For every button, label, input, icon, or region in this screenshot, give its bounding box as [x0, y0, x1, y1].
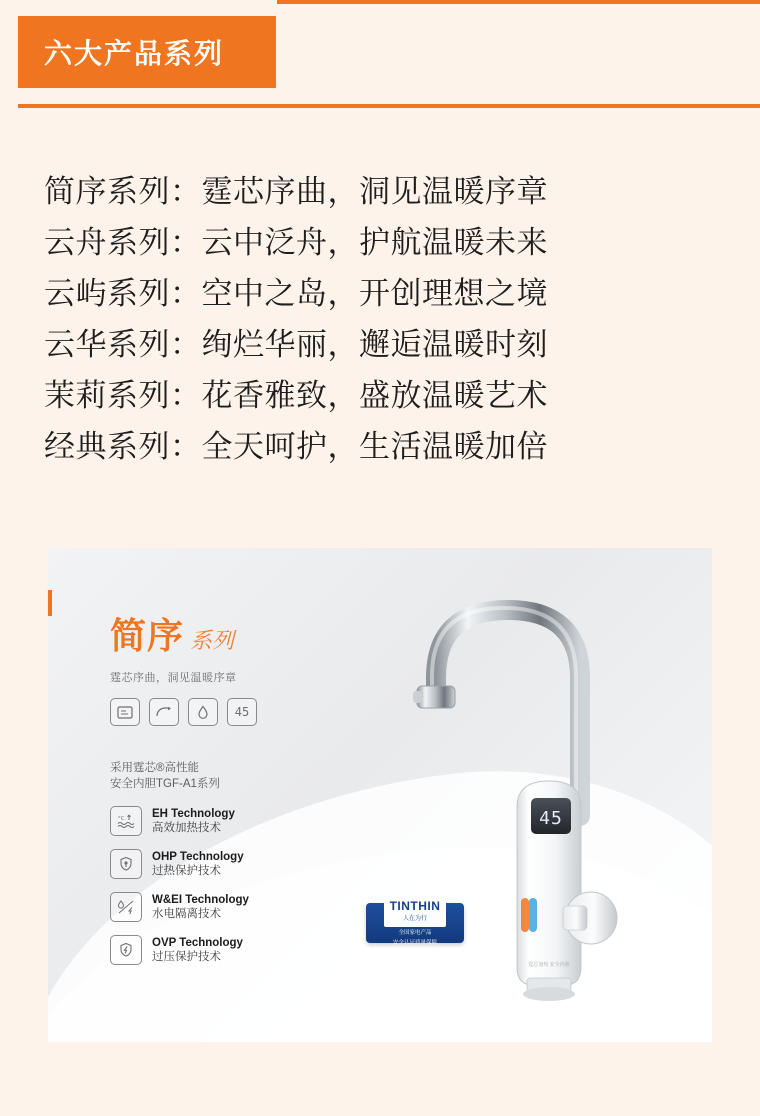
tech-text	[152, 850, 244, 879]
tech-item	[110, 849, 360, 879]
tech-name-en: W&EI Technology	[152, 893, 249, 906]
spec-heading-line2: 安全内胆TGF-A1系列	[110, 778, 220, 790]
faucet-illustration	[403, 566, 693, 1026]
tech-name-cn: 过压保护技术	[152, 950, 221, 963]
faucet-svg	[403, 566, 693, 1026]
section-title-tab	[18, 16, 276, 88]
tech-item	[110, 935, 360, 965]
brand-tagline: 霆芯序曲，洞见温暖序章	[110, 672, 237, 684]
tech-name-en: OVP Technology	[152, 936, 243, 949]
temperature-drop-icon	[188, 698, 218, 726]
series-line: 云舟系列：云中泛舟，护航温暖未来	[44, 225, 548, 260]
tech-name-cn: 水电隔离技术	[152, 907, 221, 920]
section-title-text: 六大产品系列	[44, 38, 225, 69]
tech-name-cn: 过热保护技术	[152, 864, 221, 877]
overheat-protection-icon	[110, 849, 142, 879]
temperature-45-value: 45	[234, 705, 250, 719]
heating-waves-icon	[110, 806, 142, 836]
spec-heading	[110, 760, 360, 792]
brand-series-suffix: 系列	[190, 628, 235, 653]
svg-text:45: 45	[539, 808, 563, 829]
series-line: 云华系列：绚烂华丽，邂逅温暖时刻	[44, 327, 548, 362]
certification-brand-name: TINTHIN	[389, 899, 441, 913]
tech-name-en: EH Technology	[152, 807, 235, 820]
series-line: 云屿系列：空中之岛，开创理想之境	[44, 276, 548, 311]
series-line: 茉莉系列：花香雅致，盛放温暖艺术	[44, 378, 548, 413]
card-text-column	[110, 608, 360, 978]
header-top-divider	[277, 0, 760, 4]
brand-name: 简序	[110, 615, 185, 656]
header-bottom-divider	[18, 104, 760, 108]
feature-icon-row	[110, 698, 360, 726]
series-line: 简序系列：霆芯序曲，洞见温暖序章	[44, 174, 548, 209]
faucet-body-label: 霆芯加热 安全内胆	[528, 962, 570, 968]
display-screen-icon	[110, 698, 140, 726]
spec-heading-line1: 采用霆芯®高性能	[110, 762, 199, 774]
series-list	[0, 166, 760, 472]
page-header	[0, 0, 760, 112]
svg-text:°C: °C	[118, 816, 125, 822]
water-electric-isolation-icon	[110, 892, 142, 922]
brand-title	[110, 608, 360, 659]
technology-list	[110, 806, 360, 965]
water-flow-icon	[149, 698, 179, 726]
tech-item	[110, 806, 360, 836]
product-showcase-card	[48, 548, 712, 1042]
tech-name-cn: 高效加热技术	[152, 821, 221, 834]
temperature-45-icon	[227, 698, 257, 726]
tech-name-en: OHP Technology	[152, 850, 244, 863]
certification-line2: 安全认证质量保障	[392, 940, 437, 946]
tech-text	[152, 807, 235, 836]
accent-marker	[48, 590, 52, 616]
tech-text	[152, 893, 249, 922]
certification-brand-sub: 人在为行	[402, 916, 427, 922]
tech-item	[110, 892, 360, 922]
certification-line1: 全国家电产品	[398, 930, 432, 936]
series-line: 经典系列：全天呵护，生活温暖加倍	[44, 429, 548, 464]
tech-text	[152, 936, 243, 965]
overvoltage-protection-icon	[110, 935, 142, 965]
